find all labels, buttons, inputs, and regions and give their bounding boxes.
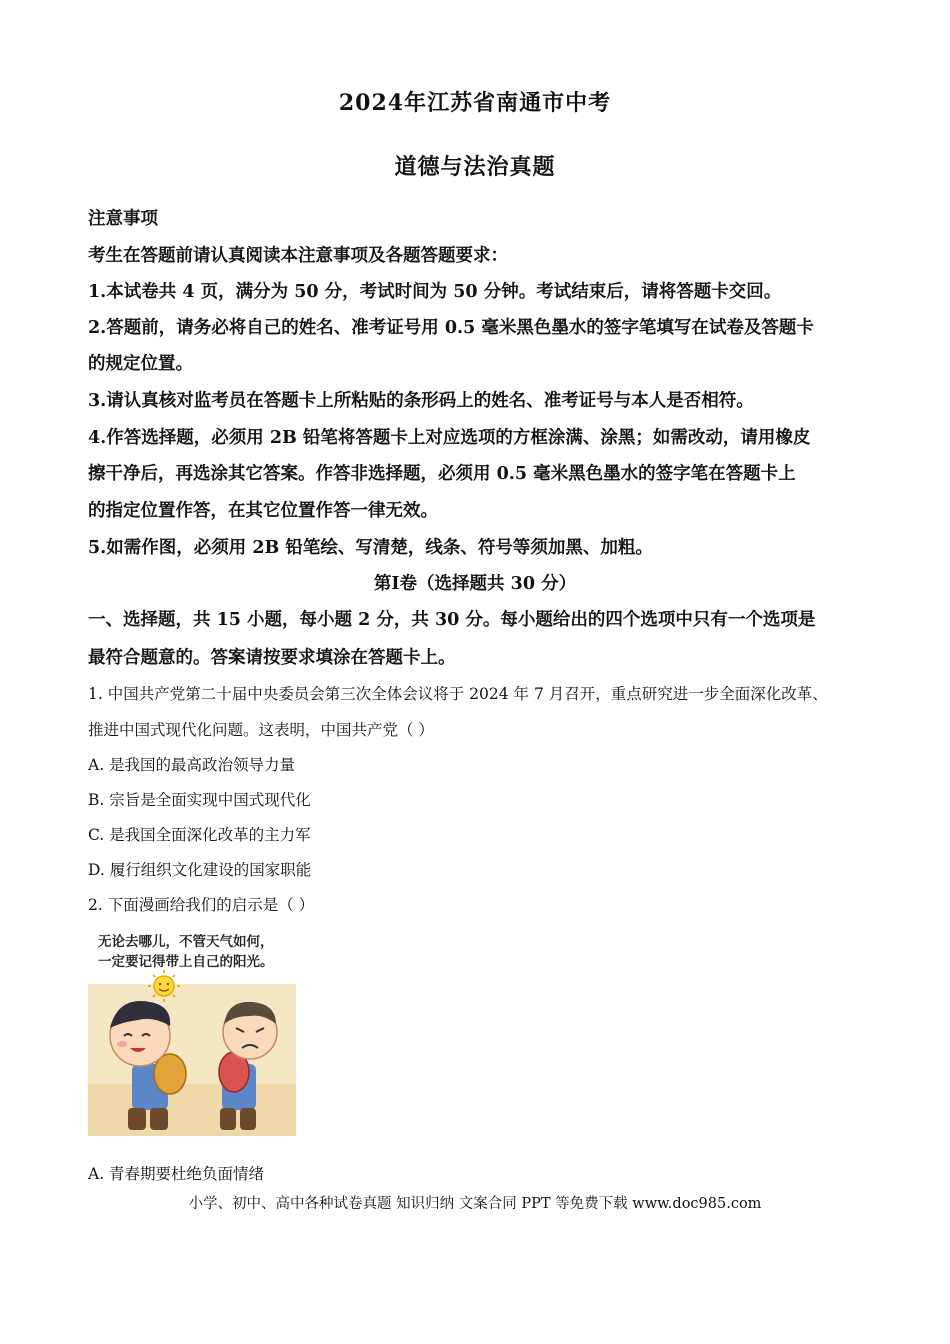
section-instruction: 一、选择题，共 15 小题，每小题 2 分，共 30 分。每小题给出的四个选项中只有一个选项是: [88, 610, 816, 630]
notice-line-4: 4.作答选择题，必须用 2B 铅笔将答题卡上对应选项的方框涂满、涂黑；如需改动，请用橡皮: [88, 428, 811, 448]
q1-option-b: B. 宗旨是全面实现中国式现代化: [88, 791, 311, 809]
q2-option-a: A. 青春期要杜绝负面情绪: [88, 1165, 265, 1183]
q1-stem-cont: 推进中国式现代化问题。这表明，中国共产党（ ）: [88, 721, 434, 739]
q1-option-d: D. 履行组织文化建设的国家职能: [88, 861, 312, 879]
exam-title: 2024年江苏省南通市中考: [338, 90, 612, 116]
section-title: 第Ⅰ卷（选择题共 30 分）: [373, 574, 577, 594]
notice-line-2: 2.答题前，请务必将自己的姓名、准考证号用 0.5 毫米黑色墨水的签字笔填写在试卷及答题卡: [88, 318, 814, 338]
q1-option-a: A. 是我国的最高政治领导力量: [88, 756, 296, 774]
page-footer: 小学、初中、高中各种试卷真题 知识归纳 文案合同 PPT 等免费下载 www.doc985.com: [188, 1196, 762, 1212]
section-instruction-cont: 最符合题意的。答案请按要求填涂在答题卡上。: [88, 648, 456, 668]
q1-stem: 1. 中国共产党第二十届中央委员会第三次全体会议将于 2024 年 7 月召开，重点研究进一步全面深化改革、: [88, 685, 828, 703]
notice-heading: 注意事项: [88, 209, 158, 229]
notice-line-4-cont2: 的指定位置作答，在其它位置作答一律无效。: [88, 501, 438, 521]
cartoon-caption-cont: 一定要记得带上自己的阳光。: [98, 954, 274, 970]
cartoon-image: [88, 924, 298, 1138]
cartoon-caption: 无论去哪儿，不管天气如何，: [98, 934, 274, 950]
notice-intro: 考生在答题前请认真阅读本注意事项及各题答题要求：: [88, 246, 508, 266]
notice-line-2-cont: 的规定位置。: [88, 354, 193, 374]
q2-stem: 2. 下面漫画给我们的启示是（ ）: [88, 896, 315, 914]
notice-line-4-cont: 擦干净后，再选涂其它答案。作答非选择题，必须用 0.5 毫米黑色墨水的签字笔在答题卡上: [88, 464, 796, 484]
q1-option-c: C. 是我国全面深化改革的主力军: [88, 826, 311, 844]
notice-line-5: 5.如需作图，必须用 2B 铅笔绘、写清楚，线条、符号等须加黑、加粗。: [88, 538, 653, 558]
cartoon-illustration: [88, 924, 298, 1138]
exam-subtitle: 道德与法治真题: [394, 154, 556, 180]
notice-line-1: 1.本试卷共 4 页，满分为 50 分，考试时间为 50 分钟。考试结束后，请将答题卡交回。: [88, 282, 782, 302]
notice-line-3: 3.请认真核对监考员在答题卡上所粘贴的条形码上的姓名、准考证号与本人是否相符。: [88, 391, 754, 411]
